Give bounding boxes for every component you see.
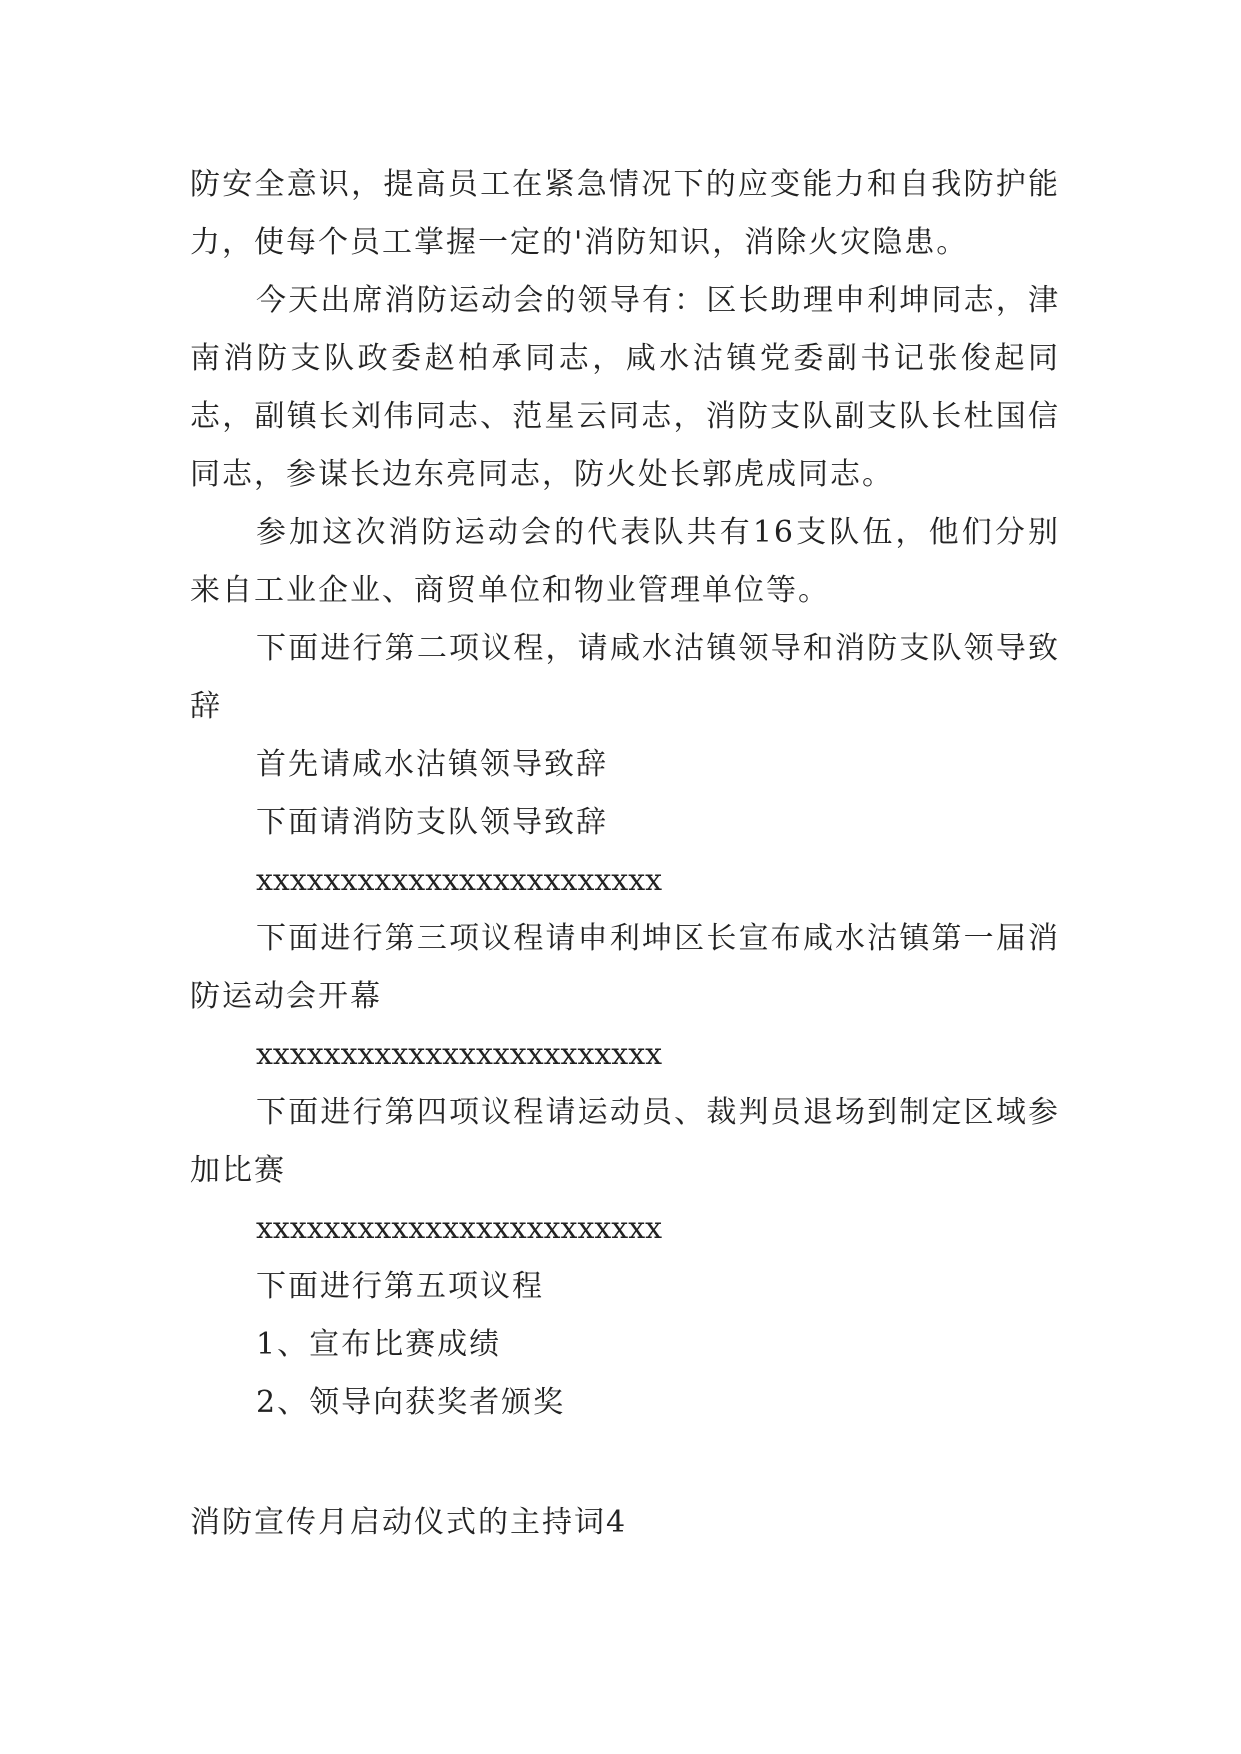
placeholder-line: xxxxxxxxxxxxxxxxxxxxxxxx [256, 1037, 663, 1072]
paragraph-agenda-item-4: 下面进行第四项议程请运动员、裁判员退场到制定区域参加比赛 [190, 1095, 1060, 1188]
placeholder-line: xxxxxxxxxxxxxxxxxxxxxxxx [256, 1211, 663, 1246]
paragraph-agenda-item-5: 下面进行第五项议程 [256, 1269, 544, 1304]
list-item-award-ceremony: 2、领导向获奖者颁奖 [256, 1385, 566, 1420]
next-section-title: 消防宣传月启动仪式的主持词4 [190, 1505, 628, 1540]
paragraph-leaders-present: 今天出席消防运动会的领导有：区长助理申利坤同志，津南消防支队政委赵柏承同志，咸水沽镇党委副书记张俊起同志，副镇长刘伟同志、范星云同志，消防支队副支队长杜国信同志，参谋长边东亮同志，防火处长郭虎成同志。 [190, 283, 1060, 492]
paragraph-town-leader-speech: 首先请咸水沽镇领导致辞 [256, 747, 608, 782]
paragraph-agenda-item-3: 下面进行第三项议程请申利坤区长宣布咸水沽镇第一届消防运动会开幕 [190, 921, 1060, 1014]
paragraph-teams: 参加这次消防运动会的代表队共有16支队伍，他们分别来自工业企业、商贸单位和物业管理单位等。 [190, 515, 1060, 608]
paragraph-agenda-item-2: 下面进行第二项议程，请咸水沽镇领导和消防支队领导致辞 [190, 631, 1060, 724]
document-body [190, 156, 1060, 1432]
paragraph-fire-brigade-speech: 下面请消防支队领导致辞 [256, 805, 608, 840]
paragraph-continuation: 防安全意识，提高员工在紧急情况下的应变能力和自我防护能力，使每个员工掌握一定的'消防知识，消除火灾隐患。 [190, 167, 1060, 260]
list-item-announce-results: 1、宣布比赛成绩 [256, 1327, 502, 1362]
placeholder-line: xxxxxxxxxxxxxxxxxxxxxxxx [256, 863, 663, 898]
